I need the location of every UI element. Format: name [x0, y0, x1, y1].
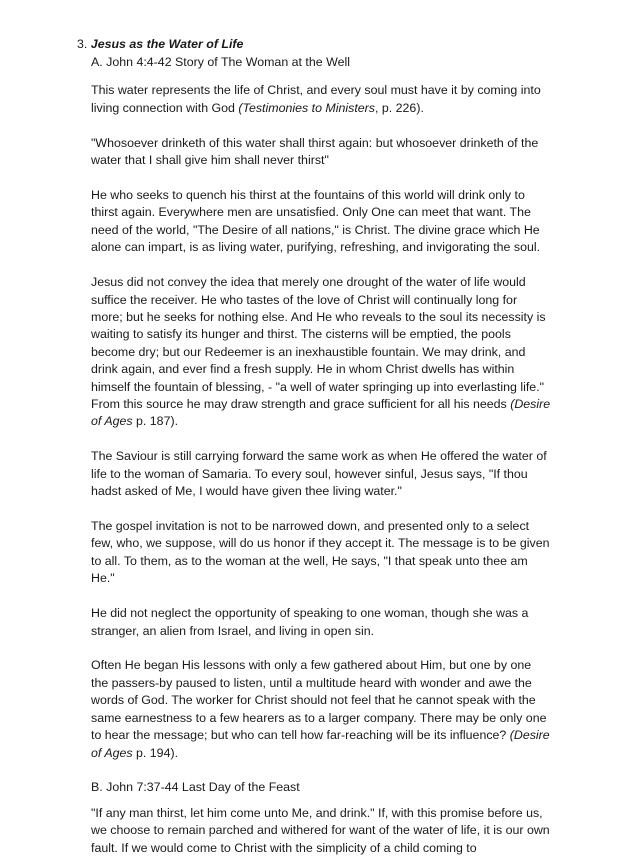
paragraph-2: "Whosoever drinketh of this water shall thirst again: but whosoever drinketh of the water that I shall give him shall never thirst" — [91, 135, 539, 168]
subheading-a: A. John 4:4-42 Story of The Woman at the Well — [91, 55, 350, 69]
paragraph-6: The gospel invitation is not to be narrowed down, and presented only to a select few, who, we suppose, will do us honor if they accept it. The message is to be given to all. To them, as to the woman at the well, He says, "I that speak unto thee am He." — [91, 519, 550, 586]
citation-title: (Testimonies to Ministers — [238, 100, 375, 115]
paragraph-8-text: Often He began His lessons with only a few gathered about Him, but one by one the passers-by paused to listen, until a multitude heard with wonder and awe the words of God. The worker for Christ should not feel that he cannot speak with the same earnestness to a few hearers as to a larger company. There may be only one to hear the message; but who can tell how far-reaching will be its influence? — [91, 658, 547, 743]
section-title: Jesus as the Water of Life — [90, 37, 244, 51]
subheading-b: B. John 7:37-44 Last Day of the Feast — [91, 780, 300, 795]
paragraph-8 — [91, 657, 551, 761]
section-heading — [77, 36, 243, 53]
paragraph-3: He who seeks to quench his thirst at the fountains of this world will drink only to thirst again. Everywhere men are unsatisfied. Only One can meet that want. The need of the world, "The Desire of all nations," is Christ. The divine grace which He alone can impart, is as living water, purifying, refreshing, and invigorating the soul. — [91, 188, 541, 255]
paragraph-9: "If any man thirst, let him come unto Me, and drink." If, with this promise before us, we choose to remain parched and withered for want of the water of life, it is our own fault. If we would come to Christ with the simplicity of a child coming to — [91, 805, 550, 855]
section-number: 3. — [77, 37, 88, 51]
citation-page: p. 194). — [132, 745, 179, 760]
citation-title: (Desire of Ages — [91, 397, 551, 429]
citation-page: p. 187). — [132, 414, 179, 429]
paragraph-1 — [91, 82, 551, 117]
citation-page: , p. 226). — [374, 100, 424, 115]
document-body — [91, 54, 551, 857]
paragraph-7: He did not neglect the opportunity of speaking to one woman, though she was a stranger, an alien from Israel, and living in open sin. — [91, 606, 529, 638]
citation-title: (Desire of Ages — [91, 728, 550, 760]
paragraph-4-text: Jesus did not convey the idea that merely one drought of the water of life would suffice the receiver. He who tastes of the love of Christ will continually long for more; but he seeks for nothing else. And He who reveals to the soul its necessity is waiting to satisfy its hunger and thirst. The cisterns will be emptied, the pools become dry; but our Redeemer is an inexhaustible fountain. We may drink, and drink again, and ever find a fresh supply. He in whom Christ dwells has within himself the fountain of blessing, - "a well of water springing up into everlasting life." From this source he may draw strength and grace sufficient for all his needs — [91, 275, 546, 411]
paragraph-1-text: This water represents the life of Christ, and every soul must have it by coming into living connection with God — [91, 83, 541, 115]
paragraph-5: The Saviour is still carrying forward the same work as when He offered the water of life to the woman of Samaria. To every soul, however sinful, Jesus says, "If thou hadst asked of Me, I would have given thee living water." — [91, 449, 547, 499]
paragraph-4 — [91, 274, 551, 431]
